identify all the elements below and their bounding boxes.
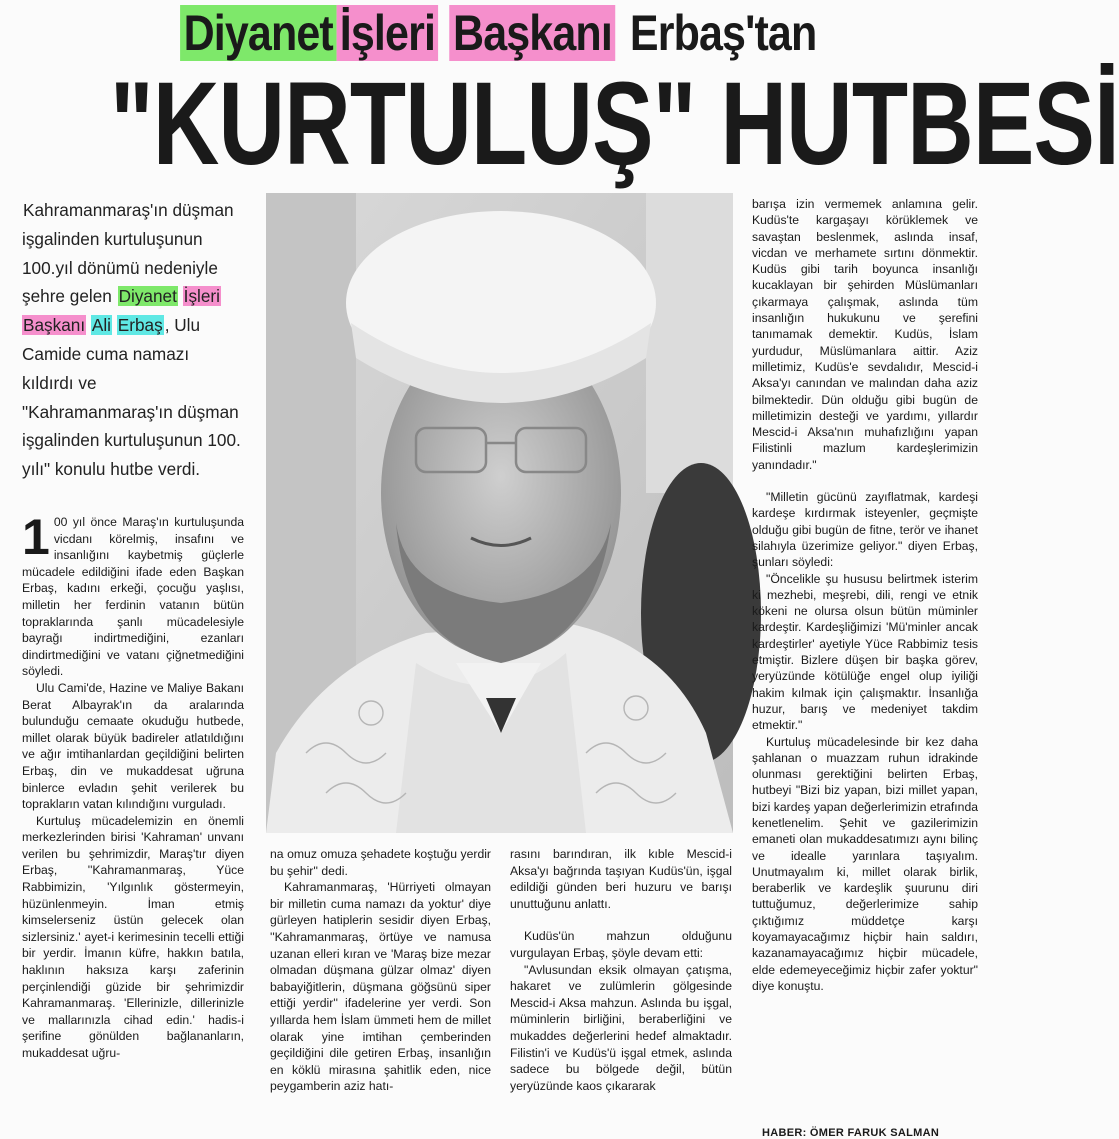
column-1-paragraph-1: 1 00 yıl önce Maraş'ın kurtuluşunda vicdanı körelmiş, insafını ve insanlığını kaybetmiş güçlerle mücadele edildiğini ifade eden Başkan Erbaş, kadını erkeği, çocuğu yaşlısı, milletin her ferdinin vatanın bütün topraklarında şanlı mücadelesiyle bayrağı indirtmediğini, ezanları dindirtmediğini ve vatanı çiğnetmediğini söyledi.	[22, 509, 244, 679]
article-column-3	[510, 846, 732, 1094]
kicker-word-baskani: Başkanı	[450, 5, 616, 61]
column-3-paragraph-1: rasını barındıran, ilk kıble Mescid-i Aksa'yı bağrında taşıyan Kudüs'ün, işgal edildiği günden beri huzuru ve barışı unuttuğunu anlattı.	[510, 847, 732, 911]
column-4-paragraph-2: "Milletin gücünü zayıflatmak, kardeşi kardeşe kırdırmak isteyenler, geçmişte olduğu gibi bugün de fitne, terör ve ihanet silahıyla üzerimize geliyor." diyen Erbaş, şunları söyledi:	[752, 490, 978, 570]
column-4-paragraph-3: "Öncelikle şu hususu belirtmek isterim ki mezhebi, meşrebi, dili, rengi ve etnik kökeni ne olursa olsun bütün müminler kardeştir. Kardeşliğimizi 'Mü'minler ancak kardeştirler' ayetiyle Yüce Rabbimiz tesis etmiştir. Bizlere düşen bir başka görev, yeryüzünde kötülüğe engel olup iyiliği hakim kılmak için çalışmaktır. İnsanlığa huzur, barış ve medeniyet takdim etmektir."	[752, 571, 978, 733]
lead-paragraph	[22, 196, 244, 484]
headline: "KURTULUŞ" HUTBESİ	[110, 58, 1119, 190]
column-3-paragraph-3: "Avlusundan eksik olmayan çatışma, hakaret ve zulümlerin gölgesinde Mescid-i Aksa mahzun. Aslında bu işgal, müminlerin birliğini, beraberliğini ve mukaddes değerlerini hedef almaktadır. Filistin'i ve Kudüs'ü işgal etmek, aslında sadece bu bölgede değil, bütün yeryüzünde kaos çıkararak	[510, 962, 732, 1093]
lead-highlight-erbas: Erbaş	[117, 315, 163, 336]
portrait-illustration	[266, 193, 733, 833]
article-column-2	[270, 846, 491, 1095]
article-column-1	[22, 509, 244, 1062]
kicker-title	[70, 2, 930, 64]
byline: HABER: ÖMER FARUK SALMAN	[762, 1127, 940, 1139]
kicker-word-diyanet: Diyanet	[180, 5, 336, 61]
drop-cap: 1	[22, 509, 50, 565]
column-4-paragraph-1: barışa izin vermemek anlamına gelir. Kudüs'te kargaşayı körüklemek ve savaştan beslenmek, aslında insaf, vicdan ve merhamete sırtını dönmektir. Kudüs gibi tarih boyunca insanlığı kucaklayan bir şehirden Müslümanları çıkarmaya çalışmak, aslında tüm insanlığın hukukunu ve şerefini tanımamak demektir. Kudüs, İslam yurdudur, Müslümanlara aittir. Aziz milletimiz, Kudüs'e sevdalıdır, Mescid-i Aksa'yı canından ve malından daha aziz bilmektedir. Dün olduğu gibi bugün de milletimizin desteği ve yardımı, yıllardır Mescid-i Aksa'nın muhafızlığını yapan Filistinli mazlum kardeşlerimizin yanındadır."	[752, 197, 978, 472]
lead-highlight-diyanet: Diyanet	[118, 286, 177, 307]
column-1-paragraph-3: Kurtuluş mücadelemizin en önemli merkezlerinden birisi 'Kahraman' unvanı verilen bu şehrimizdir, Maraş'tır diyen Erbaş, ''Kahramanmaraş, Yüce Rabbimizin, 'Yılgınlık göstermeyin, hüzünlenmeyin. İman etmiş kimselerseniz üstün gelecek olan sizlersiniz.' ayet-i kerimesinin tecelli ettiği bir yerdir. İmanın küfre, hakkın batıla, haklının haksıza karşı zaferinin perçinlendiği güzide bir şehrimizdir Kahramanmaraş. 'Ellerinizle, dillerinizle ve mallarınızla cihad edin.' hadis-i şerifine gönülden bağlananların, mukaddesat uğru-	[22, 813, 244, 1060]
article-column-4	[752, 196, 978, 994]
lead-highlight-baskani: Başkanı	[23, 315, 86, 336]
column-4-paragraph-4: Kurtuluş mücadelesinde bir kez daha şahlanan o muazzam ruhun idrakinde olunması gerektiğini belirten Erbaş, hutbeyi "Bizi biz yapan, bizi millet yapan, bizi kardeş yapan değerlerimizin etrafında kenetlenelim. Şehit ve gazilerimizin emaneti olan mukaddesatımızı aynı bilinç ve idealle yarınlara taşıyalım. Unutmayalım ki, millet olarak birlik, beraberlik ve kardeşlik şuurunu diri tuttuğumuz, değerlerimize sahip çıktığımız müddetçe karşı koyamayacağımız hiçbir hain saldırı, kazanamayacağımız hiçbir mücadele, elde edemeyeceğimiz hiçbir zafer yoktur" diye konuştu.	[752, 734, 978, 993]
lead-highlight-ali: Ali	[91, 315, 111, 336]
column-2-paragraph-1: na omuz omuza şehadete koştuğu yerdir bu şehir'' dedi.	[270, 847, 491, 878]
portrait-photo	[266, 193, 733, 833]
lead-text-end: , Ulu Camide cuma namazı kıldırdı ve "Kahramanmaraş'ın düşman işgalinden kurtuluşunun 100. yılı" konulu hutbe verdi.	[22, 315, 241, 480]
column-3-paragraph-2: Kudüs'ün mahzun olduğunu vurgulayan Erbaş, şöyle devam etti:	[510, 929, 732, 960]
column-1-paragraph-2: Ulu Cami'de, Hazine ve Maliye Bakanı Berat Albayrak'ın da aralarında bulunduğu cemaate okuduğu hutbede, millet olarak büyük badireler atlatıldığını ve ağır imtihanlardan geçildiğini belirten Erbaş, din ve mukaddesat uğruna binlerce evladın şehit verilerek bu toprakların vatan kılındığını vurguladı.	[22, 680, 244, 812]
kicker-word-isleri: İşleri	[336, 5, 438, 61]
lead-highlight-isleri: İşleri	[183, 286, 220, 307]
lead-text-start: Kahramanmaraş'ın düşman işgalinden kurtuluşunun 100.yıl dönümü nedeniyle şehre gelen	[22, 200, 234, 307]
kicker-word-erbastan: Erbaş'tan	[629, 5, 817, 61]
column-2-paragraph-2: Kahramanmaraş, 'Hürriyeti olmayan bir milletin cuma namazı da yoktur' diye gürleyen hatiplerin sesidir diyen Erbaş, ''Kahramanmaraş, örtüye ve namusa uzanan elleri kıran ve 'Maraş bize mezar olmadan düşmana gülzar olmaz' diyen babayiğitlerin, düşmana göğsünü siper ettiği yerdir'' ifadelerine yer verdi. Son yıllarda hem İslam ümmeti hem de millet olarak yine imtihan çemberinden geçildiğini dile getiren Erbaş, insanlığın en köklü mirasına şahitlik eden, nice peygamberin aziz hatı-	[270, 880, 491, 1094]
